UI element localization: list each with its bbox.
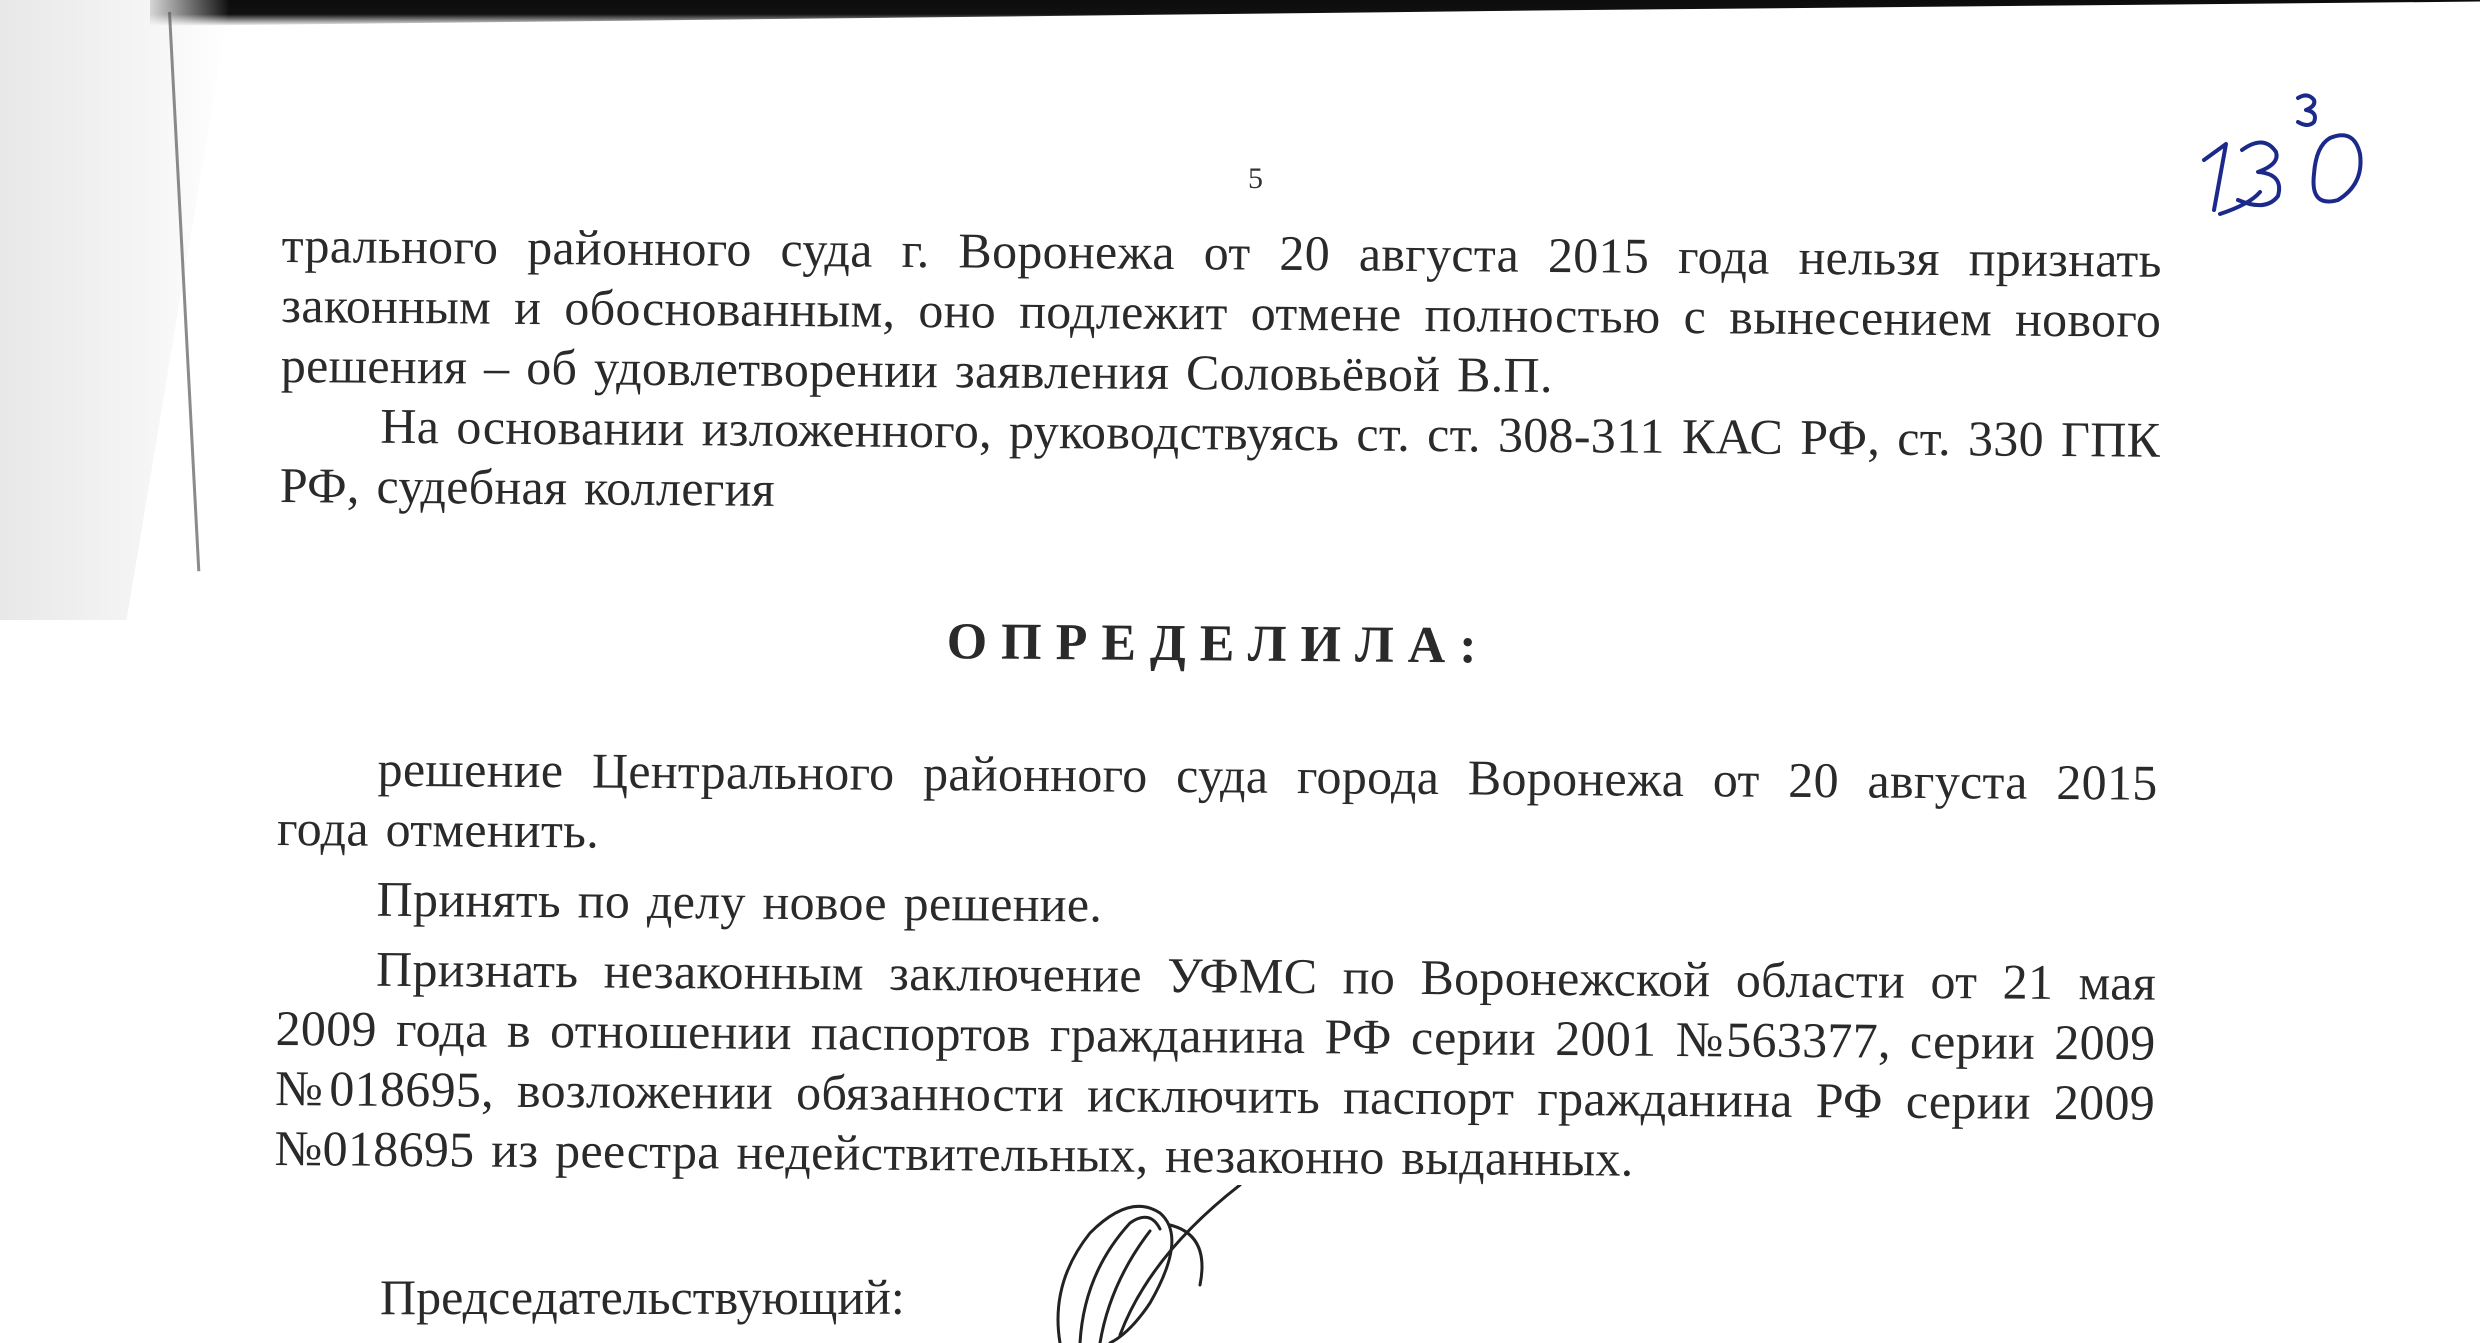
signature bbox=[1020, 1185, 1260, 1343]
paragraph-ruling-cancel: решение Центрального районного суда города Воронежа от 20 августа 2015 года отменить. bbox=[276, 740, 2158, 859]
document-body bbox=[274, 215, 2162, 1193]
paragraph-ruling-details: Признать незаконным заключение УФМС по Воронежской области от 21 мая 2009 года в отношении паспортов гражданина РФ серии 2001 №563377, серии 2009 №018695, возложении обязанности исключить паспорт гражданина РФ серии 2009 №018695 из реестра недействительных, незаконно выданных. bbox=[274, 940, 2157, 1187]
signatory-label: Председательствующий: bbox=[380, 1269, 905, 1325]
paragraph-grounds: На основании изложенного, руководствуясь ст. ст. 308-311 КАС РФ, ст. 330 ГПК РФ, судебная коллегия bbox=[279, 397, 2161, 517]
scan-shadow-top bbox=[150, 0, 2480, 26]
ruling-heading: ОПРЕДЕЛИЛА: bbox=[946, 613, 1491, 675]
page-number: 5 bbox=[1248, 162, 1263, 195]
paragraph-new-decision: Принять по делу новое решение. bbox=[376, 870, 1103, 933]
paragraph-conclusion: трального районного суда г. Воронежа от 20 августа 2015 года нельзя признать законным и обоснованным, оно подлежит отмене полностью с вынесением нового решения – об удовлетворении заявления Соловьёвой В.П. bbox=[280, 216, 2162, 403]
handwritten-sheet-number bbox=[2180, 90, 2400, 220]
